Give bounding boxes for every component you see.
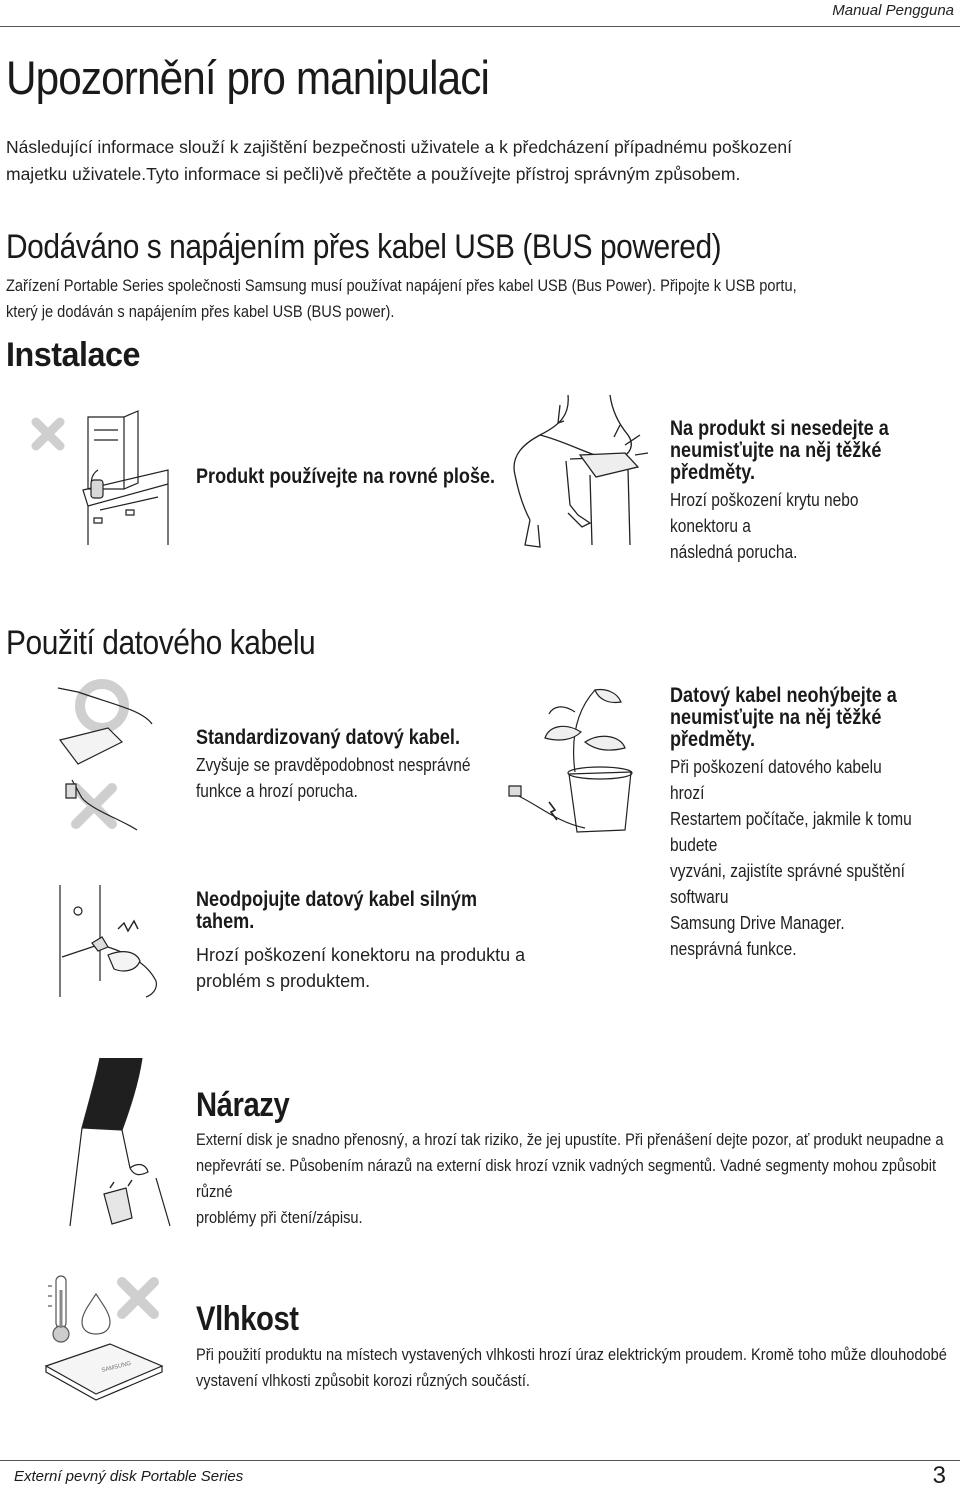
warning-line: Na produkt si nesedejte a <box>670 417 889 440</box>
shocks-paragraph <box>196 1127 953 1231</box>
description-line: Samsung Drive Manager. nesprávná funkce. <box>670 913 845 959</box>
description-line: Hrozí poškození konektoru na produktu a <box>196 945 526 965</box>
dropping-drive-illustration <box>60 1058 180 1228</box>
intro-paragraph <box>6 134 886 188</box>
warning-line: neumisťujte na něj těžké <box>670 439 882 462</box>
description-line: Restartem počítače, jakmile k tomu budete <box>670 809 912 855</box>
usb-power-line: Zařízení Portable Series společnosti Samsung musí používat napájení přes kabel USB (Bus Power). Připojte k USB portu, <box>6 276 797 295</box>
pull-cable-warning <box>196 889 477 933</box>
usb-power-heading: Dodáváno s napájením přes kabel USB (BUS powered) <box>6 228 722 266</box>
installation-heading: Instalace <box>6 336 140 374</box>
intro-line: Následující informace slouží k zajištění bezpečnosti uživatele a k předcházení případnému poškození <box>6 137 792 157</box>
standard-cable-illustration <box>52 680 162 840</box>
humidity-illustration <box>40 1270 170 1410</box>
humidity-line: Při použití produktu na místech vystavených vlhkosti hrozí úraz elektrickým proudem. Kromě toho může dlouhodobé <box>196 1345 947 1364</box>
humidity-heading: Vlhkost <box>196 1300 299 1338</box>
header-divider <box>0 26 960 27</box>
description-line: vyzváni, zajistíte správné spuštění softwaru <box>670 861 905 907</box>
flat-surface-caption: Produkt používejte na rovné ploše. <box>196 465 496 488</box>
page-number: 3 <box>932 1462 946 1489</box>
shocks-heading: Nárazy <box>196 1086 290 1124</box>
water-drop-icon <box>82 1294 110 1334</box>
standard-cable-caption: Standardizovaný datový kabel. <box>196 726 460 749</box>
description-line: Při poškození datového kabelu hrozí <box>670 757 882 803</box>
warning-line: předměty. <box>670 461 755 484</box>
humidity-paragraph <box>196 1342 953 1394</box>
bend-cable-description <box>670 754 919 962</box>
pull-cable-description <box>196 942 556 994</box>
forbidden-x-icon <box>122 1282 154 1314</box>
description-line: funkce a hrozí porucha. <box>196 781 358 801</box>
pull-cable-illustration <box>52 885 182 1005</box>
shocks-line: problémy při čtení/zápisu. <box>196 1208 363 1227</box>
pc-tower-on-desk-illustration <box>28 410 178 550</box>
description-line: následná porucha. <box>670 542 798 562</box>
page-title: Upozornění pro manipulaci <box>6 51 490 104</box>
forbidden-x-icon <box>36 422 60 446</box>
manual-label: Manual Pengguna <box>832 2 954 19</box>
description-line: Zvyšuje se pravděpodobnost nesprávné <box>196 755 471 775</box>
no-sitting-description <box>670 487 919 565</box>
person-sitting-illustration <box>500 395 660 555</box>
warning-line: předměty. <box>670 728 755 751</box>
usb-power-line: který je dodáván s napájením přes kabel USB (BUS power). <box>6 302 395 321</box>
standard-cable-description <box>196 752 471 804</box>
description-line: Hrozí poškození krytu nebo konektoru a <box>670 490 859 536</box>
shocks-line: Externí disk je snadno přenosný, a hrozí tak riziko, že jej upustíte. Při přenášení dejte pozor, ať produkt neupadne a <box>196 1130 944 1149</box>
warning-line: neumisťujte na něj těžké <box>670 706 882 729</box>
plant-pot-cable-illustration <box>505 682 655 842</box>
warning-line: Neodpojujte datový kabel silným <box>196 888 478 911</box>
footer-divider <box>0 1460 960 1461</box>
warning-line: Datový kabel neohýbejte a <box>670 684 897 707</box>
description-line: problém s produktem. <box>196 971 371 991</box>
footer-series-label: Externí pevný disk Portable Series <box>14 1468 244 1485</box>
usb-power-paragraph <box>6 273 806 325</box>
shocks-line: nepřevrátí se. Působením nárazů na externí disk hrozí vznik vadných segmentů. Vadné segmenty mohou způsobit různé <box>196 1156 937 1201</box>
data-cable-heading: Použití datového kabelu <box>6 624 316 662</box>
thermometer-icon <box>48 1276 69 1342</box>
humidity-line: vystavení vlhkosti způsobit korozi různých součástí. <box>196 1371 530 1390</box>
no-sitting-warning <box>670 418 889 484</box>
allowed-circle-icon <box>80 684 124 728</box>
intro-line: majetku uživatele.Tyto informace si pečli)vě přečtěte a používejte přístroj správným způsobem. <box>6 164 741 184</box>
bend-cable-warning <box>670 685 897 751</box>
product-brand-label: SAMSUNG <box>101 1360 132 1374</box>
warning-line: tahem. <box>196 910 255 933</box>
forbidden-x-icon <box>76 788 112 824</box>
